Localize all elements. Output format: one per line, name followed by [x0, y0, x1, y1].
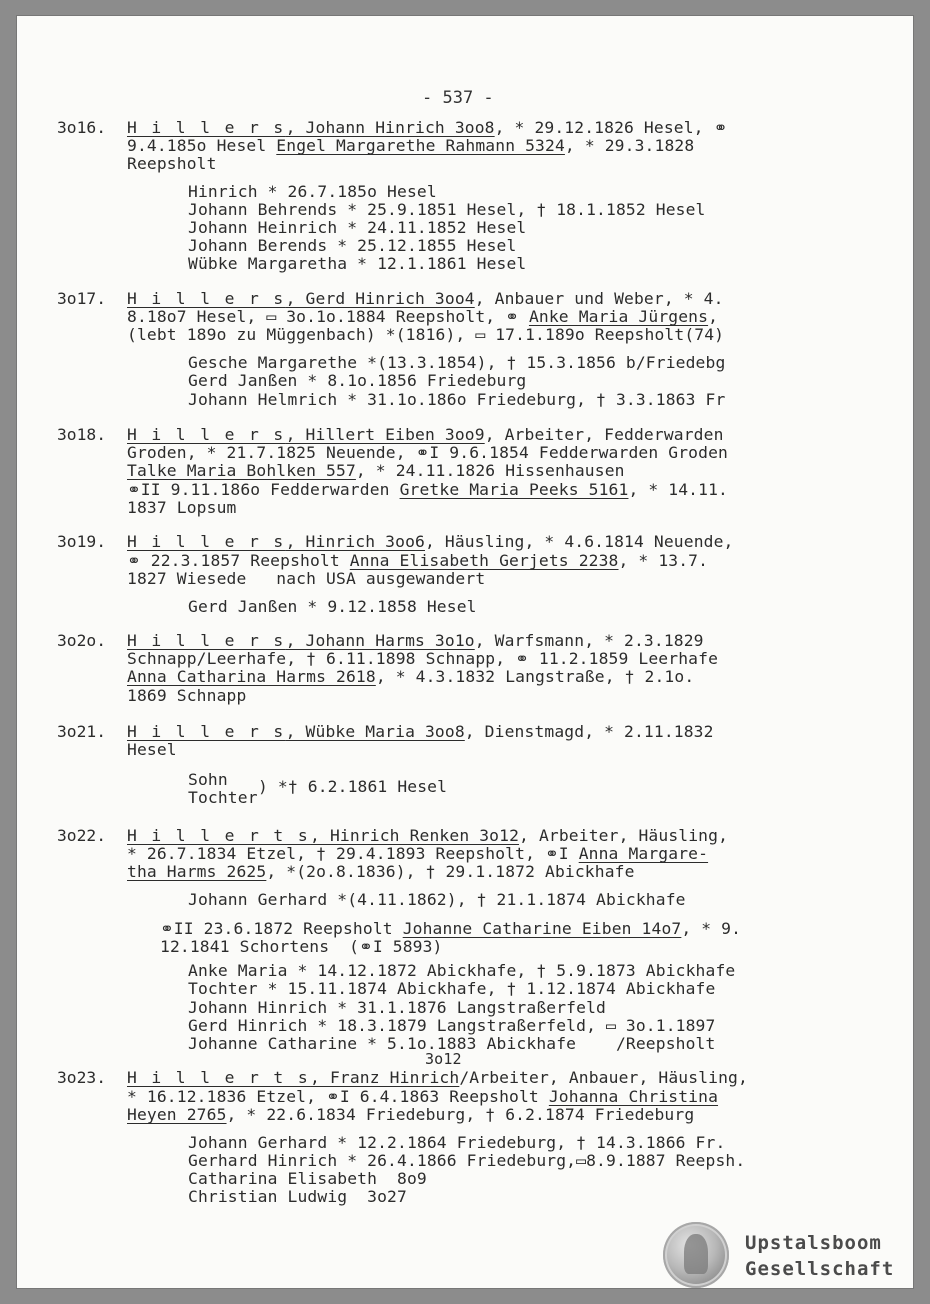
superscript-note: 3o12	[425, 1050, 462, 1068]
child-entry: Gerd Janßen * 8.1o.1856 Friedeburg	[188, 371, 527, 390]
entry-name: H i l l e r t s, Franz Hinrich	[127, 1068, 460, 1087]
spouse-name: Gretke Maria Peeks 5161	[399, 480, 629, 499]
entry-line	[127, 289, 724, 308]
entry-text: 1837 Lopsum	[127, 498, 237, 517]
entry-number: 3o2o.	[57, 631, 107, 650]
entry-line	[127, 118, 727, 137]
child-entry: Johann Helmrich * 31.1o.186o Friedeburg, † 3.3.1863 Fr	[188, 390, 726, 409]
entry-text: ⚭II 23.6.1872 Reepsholt	[160, 919, 403, 938]
logo-line-2: Gesellschaft	[745, 1258, 895, 1280]
page-number: - 537 -	[422, 88, 494, 108]
entry-text: 9.4.185o Hesel	[127, 136, 277, 155]
entry-text: ,	[708, 307, 719, 326]
entry-number: 3o22.	[57, 826, 107, 845]
entry-line	[127, 551, 708, 570]
spouse-name: Anna Catharina Harms 2618	[127, 667, 376, 686]
entry-line	[127, 443, 728, 462]
entry-line	[127, 649, 718, 668]
entry-line	[127, 425, 724, 444]
entry-text: , *(2o.8.1836), † 29.1.1872 Abickhafe	[266, 862, 635, 881]
child-entry: Wübke Margaretha * 12.1.1861 Hesel	[188, 254, 527, 273]
child-entry: Johann Behrends * 25.9.1851 Hesel, † 18.1.1852 Hesel	[188, 200, 706, 219]
entry-text: ⚭ 22.3.1857 Reepsholt	[127, 551, 350, 570]
entry-line	[127, 667, 694, 686]
entry-line	[127, 862, 635, 881]
entry-text: 12.1841 Schortens (⚭I 5893)	[160, 937, 443, 956]
entry-text: , Häusling, * 4.6.1814 Neuende,	[424, 532, 734, 551]
second-marriage-line	[160, 919, 741, 938]
seal-icon	[663, 1222, 729, 1288]
entry-text: Reepsholt	[127, 154, 217, 173]
entry-line	[127, 136, 694, 155]
child-entry: Hinrich * 26.7.185o Hesel	[188, 182, 437, 201]
entry-text: /Arbeiter, Anbauer, Häusling,	[459, 1068, 748, 1087]
entry-text: , * 24.11.1826 Hissenhausen	[355, 461, 625, 480]
child-entry: Johanne Catharine * 5.1o.1883 Abickhafe /Reepsholt	[188, 1034, 716, 1053]
entry-line	[127, 1087, 718, 1106]
child-entry: Johann Berends * 25.12.1855 Hesel	[188, 236, 517, 255]
entry-number: 3o21.	[57, 722, 107, 741]
entry-text: , * 9.	[681, 919, 742, 938]
spouse-name: Engel Margarethe Rahmann 5324	[276, 136, 565, 155]
upstalsboom-logo	[663, 1218, 917, 1290]
entry-text: , * 4.3.1832 Langstraße, † 2.1o.	[375, 667, 695, 686]
child-entry: Johann Heinrich * 24.11.1852 Hesel	[188, 218, 527, 237]
entry-line	[127, 325, 724, 344]
entry-line	[127, 480, 728, 499]
child-entry: Johann Gerhard *(4.11.1862), † 21.1.1874 Abickhafe	[188, 890, 686, 909]
spouse-name: Anna Elisabeth Gerjets 2238	[349, 551, 619, 570]
entry-text: , Arbeiter, Fedderwarden	[484, 425, 724, 444]
entry-name: H i l l e r s, Hinrich 3oo6	[127, 532, 425, 551]
entry-text: , * 22.6.1834 Friedeburg, † 6.2.1874 Friedeburg	[226, 1105, 695, 1124]
entry-text: Schnapp/Leerhafe, † 6.11.1898 Schnapp, ⚭ 11.2.1859 Leerhafe	[127, 649, 719, 668]
entry-number: 3o16.	[57, 118, 107, 137]
spouse-name: tha Harms 2625	[127, 862, 267, 881]
entry-text: , * 29.3.1828	[564, 136, 695, 155]
entry-line	[127, 740, 177, 759]
entry-name: H i l l e r s, Johann Hinrich 3oo8	[127, 118, 495, 137]
entry-line	[127, 631, 704, 650]
child-entry: Gesche Margarethe *(13.3.1854), † 15.3.1856 b/Friedebg	[188, 353, 726, 372]
spouse-name: Johanne Catharine Eiben 14o7	[402, 919, 682, 938]
entry-text: , * 14.11.	[628, 480, 728, 499]
spouse-name: Anna Margare-	[578, 844, 709, 863]
twin-sohn: Sohn	[188, 770, 228, 789]
entry-text: Hesel	[127, 740, 177, 759]
child-entry: Gerhard Hinrich * 26.4.1866 Friedeburg,▭8.9.1887 Reepsh.	[188, 1151, 746, 1170]
entry-name: H i l l e r s, Gerd Hinrich 3oo4	[127, 289, 475, 308]
document-page	[17, 16, 913, 1288]
entry-line	[127, 532, 734, 551]
entry-text: 1869 Schnapp	[127, 686, 247, 705]
child-entry: Anke Maria * 14.12.1872 Abickhafe, † 5.9.1873 Abickhafe	[188, 961, 736, 980]
spouse-name: Anke Maria Jürgens	[528, 307, 709, 326]
entry-text: (lebt 189o zu Müggenbach) *(1816), ▭ 17.1.189o Reepsholt(74)	[127, 325, 725, 344]
entry-name: H i l l e r t s, Hinrich Renken 3o12	[127, 826, 520, 845]
entry-line	[127, 307, 718, 326]
entry-text: , * 13.7.	[618, 551, 709, 570]
entry-text: 1827 Wiesede nach USA ausgewandert	[127, 569, 486, 588]
logo-line-1: Upstalsboom	[745, 1232, 882, 1254]
child-entry: Johann Gerhard * 12.2.1864 Friedeburg, † 14.3.1866 Fr.	[188, 1133, 726, 1152]
entry-number: 3o18.	[57, 425, 107, 444]
entry-name: H i l l e r s, Wübke Maria 3oo8	[127, 722, 465, 741]
child-entry: Gerd Janßen * 9.12.1858 Hesel	[188, 597, 477, 616]
entry-text: Groden, * 21.7.1825 Neuende, ⚭I 9.6.1854 Fedderwarden Groden	[127, 443, 728, 462]
entry-line	[127, 461, 625, 480]
entry-text: * 26.7.1834 Etzel, † 29.4.1893 Reepsholt, ⚭I	[127, 844, 579, 863]
entry-line	[127, 569, 485, 588]
spouse-name: Johanna Christina	[548, 1087, 719, 1106]
entry-text: , Warfsmann, * 2.3.1829	[474, 631, 704, 650]
twin-tochter: Tochter	[188, 788, 258, 807]
entry-line	[127, 826, 728, 845]
entry-name: H i l l e r s, Hillert Eiben 3oo9	[127, 425, 485, 444]
spouse-name: Heyen 2765	[127, 1105, 227, 1124]
entry-line	[127, 154, 217, 173]
entry-text: 8.18o7 Hesel, ▭ 3o.1o.1884 Reepsholt, ⚭	[127, 307, 529, 326]
entry-number: 3o23.	[57, 1068, 107, 1087]
child-entry: Christian Ludwig 3o27	[188, 1187, 407, 1206]
entry-text: * 16.12.1836 Etzel, ⚭I 6.4.1863 Reepsholt	[127, 1087, 549, 1106]
entry-line	[127, 498, 236, 517]
entry-line	[127, 1068, 748, 1087]
entry-line	[127, 844, 708, 863]
twin-dates: ) *† 6.2.1861 Hesel	[258, 777, 448, 796]
entry-text: , Anbauer und Weber, * 4.	[474, 289, 724, 308]
entry-line	[127, 722, 714, 741]
second-marriage-line	[160, 937, 443, 956]
spouse-name: Talke Maria Bohlken 557	[127, 461, 356, 480]
entry-number: 3o17.	[57, 289, 107, 308]
entry-line	[127, 1105, 694, 1124]
child-entry: Tochter * 15.11.1874 Abickhafe, † 1.12.1874 Abickhafe	[188, 979, 716, 998]
entry-text: ⚭II 9.11.186o Fedderwarden	[127, 480, 400, 499]
entry-text: , Arbeiter, Häusling,	[519, 826, 729, 845]
entry-text: , * 29.12.1826 Hesel, ⚭	[494, 118, 728, 137]
entry-name: H i l l e r s, Johann Harms 3o1o	[127, 631, 475, 650]
entry-number: 3o19.	[57, 532, 107, 551]
child-entry: Johann Hinrich * 31.1.1876 Langstraßerfeld	[188, 998, 606, 1017]
child-entry: Gerd Hinrich * 18.3.1879 Langstraßerfeld, ▭ 3o.1.1897	[188, 1016, 716, 1035]
entry-text: , Dienstmagd, * 2.11.1832	[464, 722, 714, 741]
entry-line	[127, 686, 246, 705]
child-entry: Catharina Elisabeth 8o9	[188, 1169, 427, 1188]
